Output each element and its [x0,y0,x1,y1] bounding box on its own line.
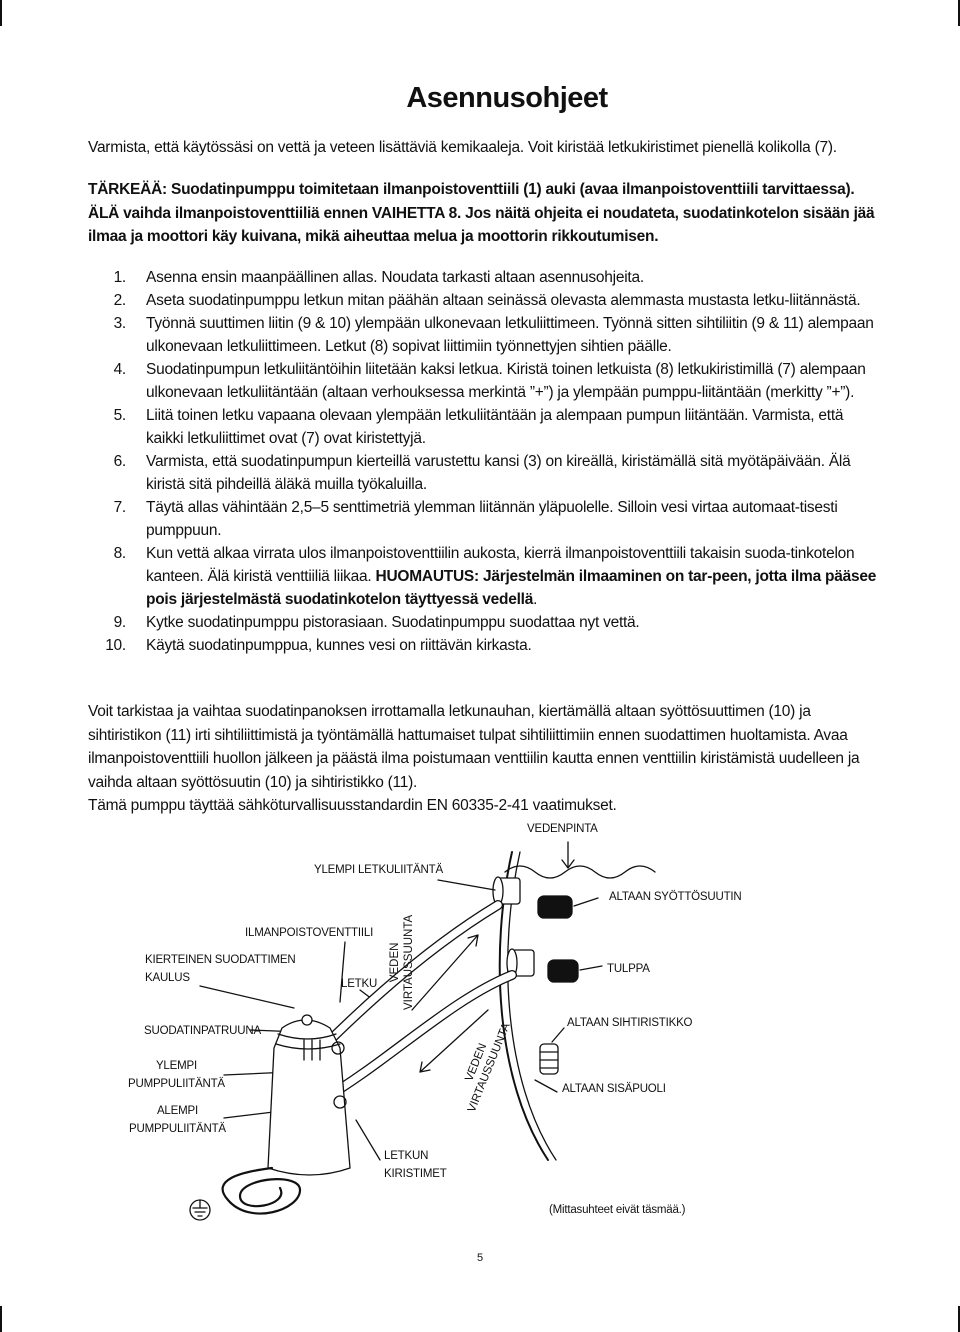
label-vedenpinta: VEDENPINTA [527,823,598,835]
label-letku: LETKU [341,978,378,990]
step-text: Täytä allas vähintään 2,5–5 senttimetriä ylemman liitännän yläpuolelle. Silloin vesi virtaa automaat-tisesti pumppuun. [146,499,838,539]
label-ilmanpoistoventtiili: ILMANPOISTOVENTTIILI [245,927,374,939]
important-warning: TÄRKEÄÄ: Suodatinpumppu toimitetaan ilmanpoistoventtiili (1) auki (avaa ilmanpoistoventtiili tarvittaessa). ÄLÄ vaihda ilmanpoistoventtiiliä ennen VAIHETTA 8. Jos näitä ohjeita ei noudateta, suodatinkotelon sisään jää ilmaa ja moottori käy kuivana, mikä aiheuttaa melua ja moottorin rikkoutumisen. [88,181,875,245]
step-number: 9. [113,614,126,631]
label-ylempi-pumppuliitanta: YLEMPI PUMPPULIITÄNTÄ [128,1060,225,1090]
label-altaan-syottosuutin: ALTAAN SYÖTTÖSUUTIN [609,891,742,903]
standard-text: Tämä pumppu täyttää sähköturvallisuusstandardin EN 60335-2-41 vaatimukset. [88,797,617,814]
label-veden-virtaussuunta-2: VEDEN VIRTAUSSUUNTA [463,1021,513,1115]
step-number: 1. [113,269,126,286]
label-tulppa: TULPPA [607,963,650,975]
step-text: Liitä toinen letku vapaana olevaan ylempään letkuliitäntään ja alempaan pumpun liitäntään. Varmista, että kaikki letkuliittimet ovat (7) ovat kiristettyjä. [146,407,844,447]
plug [548,960,578,982]
step-note: HUOMAUTUS: Järjestelmän ilmaaminen on tar-peen, jotta ilma pääsee pois järjestelmästä suodatinkotelon täyttyessä vedellä [146,568,877,608]
label-ylempi-letkuliitanta: YLEMPI LETKULIITÄNTÄ [314,864,443,876]
step-text: Varmista, että suodatinpumpun kierteillä varustettu kansi (3) on kireällä, kiristämällä sitä myötäpäivään. Älä kiristä sitä pihdeillä äläkä muilla työkaluilla. [146,453,851,493]
step-text: Kun vettä alkaa virrata ulos ilmanpoistoventtiilin aukosta, kierrä ilmanpoistoventtiili takaisin suoda-tinkotelon kanteen. Älä kiristä venttiiliä liikaa. [146,545,855,585]
vedenpinta-arrow [562,842,574,868]
intro-paragraph: Varmista, että käytössäsi on vettä ja veteen lisättäviä kemikaaleja. Voit kiristää letkukiristimet pienellä kolikolla (7). [88,139,837,156]
label-kierteinen-suodattimen-kaulus: KIERTEINEN SUODATTIMEN KAULUS [145,954,296,984]
strainer-grid [540,1044,558,1074]
label-altaan-sihtiristikko: ALTAAN SIHTIRISTIKKO [567,1017,693,1029]
label-mittasuhteet: (Mittasuhteet eivät täsmää.) [549,1204,686,1216]
step-text: Suodatinpumpun letkuliitäntöihin liitetään kaksi letkua. Kiristä toinen letkuista (8) letkukiristimillä (7) alempaan ulkonevaan letkuliitäntään (altaan verhouksessa merkintä ”+”) ja ylempään pumppu-liitäntään (merkitty ”+”). [146,361,866,401]
step-text: Aseta suodatinpumppu letkun mitan päähän altaan seinässä olevasta alemmasta mustasta letku-liitännästä. [146,292,861,309]
step-number: 3. [113,315,126,332]
step-number: 8. [113,545,126,562]
step-text: Käytä suodatinpumppua, kunnes vesi on riittävän kirkasta. [146,637,532,654]
step-text: Asenna ensin maanpäällinen allas. Noudata tarkasti altaan asennusohjeita. [146,269,644,286]
page-number: 5 [476,1252,484,1264]
step-number: 7. [113,499,126,516]
step-number: 10. [105,637,126,654]
step-text: Kytke suodatinpumppu pistorasiaan. Suodatinpumppu suodattaa nyt vettä. [146,614,640,631]
page-title: Asennusohjeet [406,82,608,114]
label-altaan-sisapuoli: ALTAAN SISÄPUOLI [562,1083,666,1095]
water-surface-line [505,866,655,878]
power-cord [223,1168,300,1214]
vent-valve [302,1015,312,1025]
label-suodatinpatruuna: SUODATINPATRUUNA [144,1025,261,1037]
pump-body [268,1020,350,1175]
inlet-nozzle [538,896,572,918]
label-alempi-pumppuliitanta: ALEMPI PUMPPULIITÄNTÄ [129,1105,226,1135]
step-number: 2. [113,292,126,309]
label-veden-virtaussuunta-1: VEDEN VIRTAUSSUUNTA [389,914,415,1010]
maintenance-text: Voit tarkistaa ja vaihtaa suodatinpanoksen irrottamalla letkunauhan, kiertämällä altaan syöttösuuttimen (10) ja sihtiristikon (11) irti sihtiliittimistä ja työntämällä hattumaiset tulpat sihtiliittimiin ennen suodattimen huoltamista. Avaa ilmanpoistoventtiili huollon jälkeen ja päästä ilma poistumaan venttiilin kautta ennen venttiilin kiristämistä uudelleen ja vaihda altaan syöttösuutin (10) ja sihtiristikko (11). [88,703,860,791]
step-number: 6. [113,453,126,470]
step-note-end: . [533,591,538,608]
step-text: Työnnä suuttimen liitin (9 & 10) ylempään ulkonevaan letkuliittimeen. Työnnä sitten sihtiliitin (9 & 11) alempaan ulkonevaan letkuliittimeen. Letkut (8) sopivat liittimiin työnnettyjen sihtien päälle. [146,315,874,355]
label-letkun-kiristimet: LETKUN KIRISTIMET [384,1150,447,1180]
step-number: 5. [113,407,126,424]
step-number: 4. [113,361,126,378]
